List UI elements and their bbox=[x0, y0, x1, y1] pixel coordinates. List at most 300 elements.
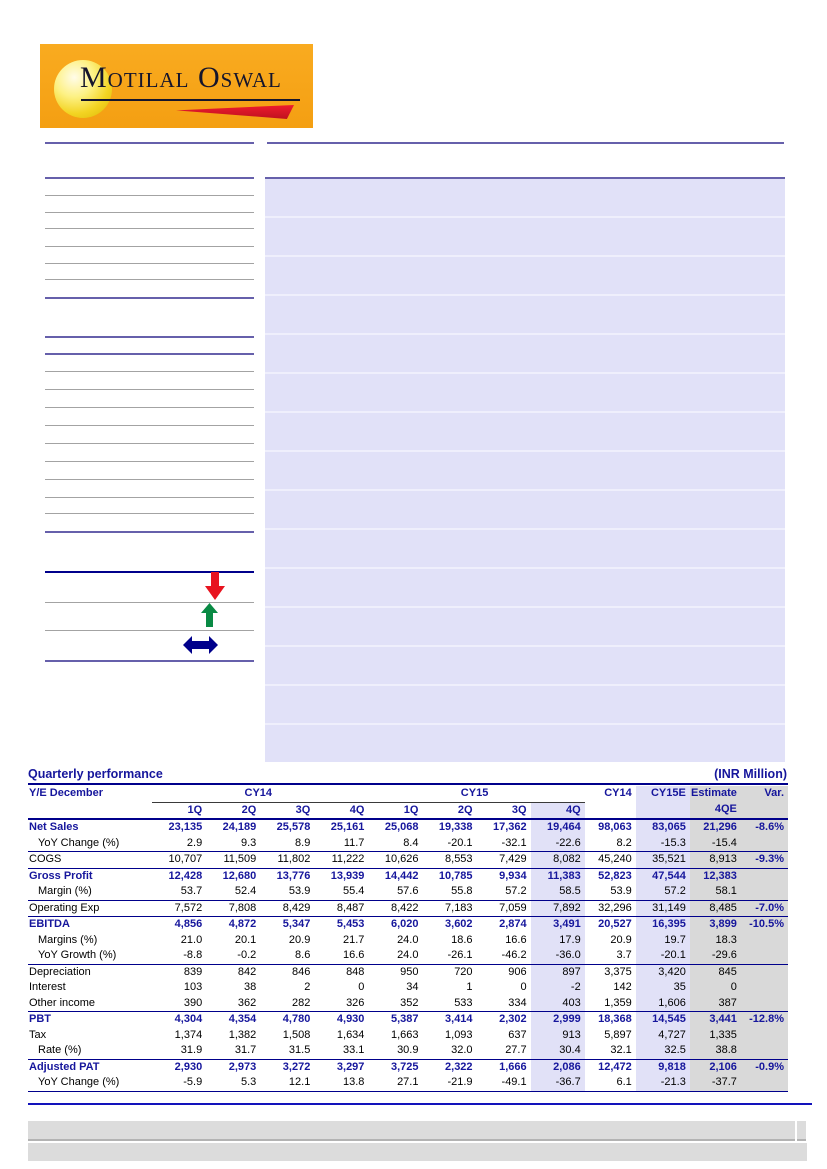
table-cell: 52,823 bbox=[598, 869, 632, 882]
table-cell: 4,354 bbox=[228, 1013, 257, 1025]
table-row bbox=[28, 933, 788, 949]
table-cell: 846 bbox=[291, 965, 311, 978]
table-cell: 5,387 bbox=[390, 1013, 419, 1025]
table-cell: 8.6 bbox=[260, 948, 314, 964]
table-cell: 34 bbox=[406, 981, 419, 993]
scrollbar-track-end[interactable] bbox=[797, 1121, 806, 1141]
table-cell: 58.1 bbox=[690, 884, 741, 900]
table-cell: 0 bbox=[690, 980, 741, 996]
table-cell: 12,428 bbox=[168, 869, 203, 882]
table-row bbox=[28, 1075, 788, 1091]
table-row bbox=[28, 852, 788, 869]
table-cell: 24.0 bbox=[397, 933, 419, 946]
table-cell: -32.1 bbox=[477, 836, 531, 852]
table-cell: 24.0 bbox=[368, 948, 422, 964]
row-label: EBITDA bbox=[29, 918, 70, 930]
table-cell: 2,930 bbox=[174, 1060, 203, 1073]
table-cell: 25,578 bbox=[276, 821, 311, 833]
table-cell: 35 bbox=[636, 980, 690, 996]
table-cell: -29.6 bbox=[690, 948, 741, 964]
placeholder-rule bbox=[45, 228, 254, 229]
table-cell: 848 bbox=[346, 965, 365, 978]
table-cell: 8,913 bbox=[690, 852, 741, 869]
table-cell: 1,374 bbox=[174, 1028, 203, 1041]
table-cell: 2,106 bbox=[690, 1059, 741, 1075]
table-cell: 35,521 bbox=[636, 852, 690, 869]
table-cell: -15.4 bbox=[690, 836, 741, 852]
table-row bbox=[28, 1043, 788, 1059]
table-cell: 31,149 bbox=[636, 900, 690, 917]
row-label: Depreciation bbox=[29, 965, 91, 978]
table-cell: 0 bbox=[520, 981, 527, 993]
table-cell: 9,818 bbox=[636, 1059, 690, 1075]
table-cell: 1,666 bbox=[499, 1060, 527, 1073]
table-cell: 3,272 bbox=[282, 1060, 311, 1073]
row-label: Margin (%) bbox=[28, 884, 152, 900]
table-cell: 13.8 bbox=[314, 1075, 368, 1091]
table-cell: 32.5 bbox=[636, 1043, 690, 1059]
table-cell: -10.5% bbox=[741, 917, 788, 933]
brand-name: Motilal Oswal bbox=[80, 61, 282, 94]
table-cell: 1,359 bbox=[585, 996, 636, 1012]
table-cell: -2 bbox=[531, 980, 585, 996]
col-header-var: Var. bbox=[741, 786, 788, 802]
table-cell: 20.9 bbox=[610, 933, 632, 946]
table-cell: 8.9 bbox=[260, 836, 314, 852]
table-cell: 7,572 bbox=[152, 900, 206, 917]
table-cell: 14,545 bbox=[636, 1012, 690, 1028]
table-cell: 20,527 bbox=[598, 918, 632, 930]
table-cell: 12,383 bbox=[690, 868, 741, 884]
table-cell: 390 bbox=[152, 996, 206, 1012]
table-row bbox=[28, 1012, 788, 1028]
table-cell: -8.6% bbox=[741, 819, 788, 836]
content-top-rule bbox=[267, 142, 784, 144]
table-cell: 32.0 bbox=[422, 1043, 476, 1059]
table-cell: 3,414 bbox=[445, 1013, 473, 1025]
table-cell: 1,663 bbox=[390, 1028, 419, 1041]
table-cell: 10,707 bbox=[152, 852, 206, 869]
table-cell: 3,441 bbox=[690, 1012, 741, 1028]
table-cell: 5,453 bbox=[336, 918, 365, 930]
placeholder-rule bbox=[45, 353, 254, 355]
row-label: Other income bbox=[28, 996, 152, 1012]
placeholder-rule bbox=[45, 461, 254, 462]
table-cell: 2 bbox=[304, 981, 311, 993]
table-row bbox=[28, 1028, 788, 1044]
table-row bbox=[28, 996, 788, 1012]
table-header-row bbox=[28, 786, 788, 802]
table-row bbox=[28, 819, 788, 836]
table-cell: 18,368 bbox=[598, 1013, 632, 1025]
table-cell: 18.3 bbox=[690, 933, 741, 949]
table-cell: 16.6 bbox=[314, 948, 368, 964]
row-label: Tax bbox=[29, 1028, 47, 1041]
table-cell: -0.2 bbox=[206, 948, 260, 964]
table-cell: 6,020 bbox=[390, 918, 419, 930]
table-cell: 8,487 bbox=[314, 900, 368, 917]
table-cell bbox=[741, 948, 788, 964]
table-cell: 4,727 bbox=[636, 1028, 690, 1044]
horizontal-scrollbar[interactable] bbox=[28, 1121, 795, 1141]
table-cell: 7,808 bbox=[206, 900, 260, 917]
placeholder-rule bbox=[45, 389, 254, 390]
table-cell: -20.1 bbox=[422, 836, 476, 852]
table-cell: -37.7 bbox=[690, 1075, 741, 1091]
table-cell: 30.4 bbox=[531, 1043, 585, 1059]
table-cell: -20.1 bbox=[636, 948, 690, 964]
table-cell: 8,422 bbox=[368, 900, 422, 917]
logo-red-swoosh-icon bbox=[176, 105, 294, 119]
table-cell: 950 bbox=[400, 965, 419, 978]
table-cell: 19,338 bbox=[438, 821, 473, 833]
table-cell: 8,082 bbox=[531, 852, 585, 869]
table-cell: 11,802 bbox=[260, 852, 314, 869]
table-cell: 25,068 bbox=[384, 821, 419, 833]
table-cell: 10,785 bbox=[438, 869, 473, 882]
down-arrow-icon bbox=[205, 572, 225, 600]
placeholder-rule bbox=[45, 212, 254, 213]
row-label: YoY Growth (%) bbox=[28, 948, 152, 964]
table-cell: 19.7 bbox=[636, 933, 690, 949]
group-header-cy15: CY15 bbox=[368, 786, 584, 802]
table-cell: -46.2 bbox=[477, 948, 531, 964]
quarter-header: 1Q bbox=[152, 802, 206, 819]
table-cell bbox=[741, 1043, 788, 1059]
table-cell: 21.7 bbox=[343, 933, 365, 946]
table-cell: 31.5 bbox=[260, 1043, 314, 1059]
table-cell: 38 bbox=[244, 981, 257, 993]
table-cell bbox=[741, 836, 788, 852]
empty-cell bbox=[636, 802, 690, 819]
table-cell: 3.7 bbox=[585, 948, 636, 964]
placeholder-rule bbox=[45, 497, 254, 498]
empty-cell bbox=[585, 802, 636, 819]
table-row bbox=[28, 917, 788, 933]
table-subheader-row bbox=[28, 802, 788, 819]
table-cell: 14,442 bbox=[384, 869, 419, 882]
table-cell: 11,383 bbox=[531, 868, 585, 884]
table-cell: 6.1 bbox=[585, 1075, 636, 1091]
table-cell: 1,606 bbox=[636, 996, 690, 1012]
table-cell: 7,892 bbox=[531, 900, 585, 917]
table-cell: 12.1 bbox=[260, 1075, 314, 1091]
table-cell: 31.7 bbox=[206, 1043, 260, 1059]
table-cell: 103 bbox=[183, 981, 203, 993]
title-rule bbox=[28, 783, 788, 785]
placeholder-rule bbox=[45, 371, 254, 372]
table-cell: 7,059 bbox=[477, 900, 531, 917]
table-cell: -22.6 bbox=[531, 836, 585, 852]
table-cell: 906 bbox=[508, 965, 527, 978]
quarter-header: 2Q bbox=[206, 802, 260, 819]
row-label: Operating Exp bbox=[28, 900, 152, 917]
table-cell: 3,297 bbox=[336, 1060, 365, 1073]
placeholder-rule bbox=[45, 443, 254, 444]
placeholder-rule bbox=[45, 602, 254, 603]
table-cell: 897 bbox=[531, 964, 585, 980]
placeholder-rule bbox=[45, 660, 254, 662]
row-label: Rate (%) bbox=[28, 1043, 152, 1059]
quarter-header: 2Q bbox=[422, 802, 476, 819]
table-cell: 282 bbox=[260, 996, 314, 1012]
placeholder-rule bbox=[45, 630, 254, 631]
table-cell: 8.2 bbox=[585, 836, 636, 852]
table-cell: 20.1 bbox=[234, 933, 257, 946]
table-cell: 8.4 bbox=[368, 836, 422, 852]
content-placeholder-box bbox=[265, 177, 785, 762]
table-cell: 533 bbox=[422, 996, 476, 1012]
table-cell: 5.3 bbox=[206, 1075, 260, 1091]
table-cell: 2,874 bbox=[499, 918, 527, 930]
table-cell: 3,602 bbox=[445, 918, 473, 930]
table-cell: 18.6 bbox=[451, 933, 473, 946]
table-cell: 1 bbox=[466, 981, 473, 993]
table-cell: 24,189 bbox=[222, 821, 257, 833]
table-cell: 20.9 bbox=[288, 933, 311, 946]
table-cell: 27.1 bbox=[368, 1075, 422, 1091]
placeholder-rule bbox=[45, 479, 254, 480]
placeholder-rule bbox=[45, 336, 254, 338]
table-row bbox=[28, 868, 788, 884]
table-cell bbox=[741, 996, 788, 1012]
table-cell: -36.7 bbox=[531, 1075, 585, 1091]
table-cell: 31.9 bbox=[152, 1043, 206, 1059]
table-cell: -15.3 bbox=[636, 836, 690, 852]
table-cell: 55.8 bbox=[422, 884, 476, 900]
table-row bbox=[28, 980, 788, 996]
table-cell: 32.1 bbox=[585, 1043, 636, 1059]
placeholder-rule bbox=[45, 195, 254, 196]
table-cell bbox=[741, 1028, 788, 1044]
placeholder-rule bbox=[45, 279, 254, 280]
row-label: Net Sales bbox=[29, 821, 79, 833]
table-cell: 16.6 bbox=[505, 933, 527, 946]
table-cell: -8.8 bbox=[152, 948, 206, 964]
quarter-header: 4Q bbox=[531, 802, 585, 819]
table-cell: -12.8% bbox=[741, 1012, 788, 1028]
table-cell: 53.9 bbox=[585, 884, 636, 900]
table-cell: 33.1 bbox=[314, 1043, 368, 1059]
quarter-header: 4Q bbox=[314, 802, 368, 819]
row-label: YoY Change (%) bbox=[28, 836, 152, 852]
table-cell: 83,065 bbox=[636, 819, 690, 836]
table-cell: 2,302 bbox=[499, 1013, 527, 1025]
table-cell: 13,939 bbox=[330, 869, 365, 882]
row-label: YoY Change (%) bbox=[28, 1075, 152, 1091]
group-header-cy14: CY14 bbox=[152, 786, 368, 802]
table-cell: 1,508 bbox=[282, 1028, 311, 1041]
table-cell: 25,161 bbox=[330, 821, 365, 833]
placeholder-rule bbox=[45, 263, 254, 264]
table-cell: 21.0 bbox=[180, 933, 203, 946]
table-cell: 30.9 bbox=[368, 1043, 422, 1059]
placeholder-rule bbox=[45, 297, 254, 299]
table-cell: -9.3% bbox=[741, 852, 788, 869]
table-cell: 1,335 bbox=[690, 1028, 741, 1044]
table-cell: 845 bbox=[690, 964, 741, 980]
table-row bbox=[28, 884, 788, 900]
table-cell: 98,063 bbox=[598, 821, 632, 833]
table-cell: 352 bbox=[368, 996, 422, 1012]
table-cell: 326 bbox=[314, 996, 368, 1012]
table-cell: 17,362 bbox=[492, 821, 527, 833]
placeholder-rule bbox=[45, 177, 254, 179]
table-cell: 45,240 bbox=[585, 852, 636, 869]
table-cell: 57.2 bbox=[636, 884, 690, 900]
table-cell: 8,429 bbox=[260, 900, 314, 917]
table-cell: 4,872 bbox=[228, 918, 257, 930]
table-cell: 2,973 bbox=[228, 1060, 257, 1073]
row-label: COGS bbox=[28, 852, 152, 869]
table-row bbox=[28, 1059, 788, 1075]
table-cell: 3,420 bbox=[636, 964, 690, 980]
table-cell: 1,382 bbox=[228, 1028, 257, 1041]
table-cell: 3,725 bbox=[390, 1060, 419, 1073]
placeholder-rule bbox=[45, 142, 254, 144]
row-label: PBT bbox=[29, 1013, 51, 1025]
table-cell: 3,491 bbox=[531, 917, 585, 933]
table-cell: -21.9 bbox=[422, 1075, 476, 1091]
table-cell: -7.0% bbox=[741, 900, 788, 917]
table-cell: -21.3 bbox=[636, 1075, 690, 1091]
table-cell: 9,934 bbox=[499, 869, 527, 882]
table-cell: 11,222 bbox=[314, 852, 368, 869]
row-label: Adjusted PAT bbox=[29, 1060, 100, 1073]
table-cell: 52.4 bbox=[206, 884, 260, 900]
empty-cell bbox=[28, 802, 152, 819]
placeholder-rule bbox=[45, 425, 254, 426]
table-cell: 4,780 bbox=[282, 1013, 311, 1025]
table-cell: 1,634 bbox=[336, 1028, 365, 1041]
placeholder-rule bbox=[45, 407, 254, 408]
placeholder-rule bbox=[45, 531, 254, 533]
table-cell: 17.9 bbox=[531, 933, 585, 949]
motilal-oswal-logo bbox=[40, 44, 313, 128]
table-title: Quarterly performance bbox=[28, 767, 163, 781]
up-arrow-icon bbox=[201, 603, 218, 627]
table-cell: -5.9 bbox=[152, 1075, 206, 1091]
table-cell: 4,856 bbox=[174, 918, 203, 930]
table-row bbox=[28, 836, 788, 852]
table-cell bbox=[741, 868, 788, 884]
row-label: Gross Profit bbox=[29, 869, 93, 882]
table-cell: 8,485 bbox=[690, 900, 741, 917]
table-row bbox=[28, 948, 788, 964]
table-cell: 57.2 bbox=[477, 884, 531, 900]
table-cell: 842 bbox=[237, 965, 257, 978]
table-cell: 362 bbox=[206, 996, 260, 1012]
footer-bar bbox=[28, 1143, 807, 1161]
table-cell bbox=[741, 1075, 788, 1091]
row-label: Margins (%) bbox=[38, 933, 98, 946]
table-cell: 16,395 bbox=[636, 917, 690, 933]
table-cell: 4,304 bbox=[174, 1013, 203, 1025]
logo-underline bbox=[81, 99, 300, 101]
table-cell: 21,296 bbox=[690, 819, 741, 836]
table-cell: 720 bbox=[454, 965, 473, 978]
ye-december-label: Y/E December bbox=[29, 787, 103, 800]
row-label: Interest bbox=[29, 981, 66, 993]
table-cell: -0.9% bbox=[741, 1059, 788, 1075]
table-cell: 55.4 bbox=[314, 884, 368, 900]
table-cell: 7,429 bbox=[477, 852, 531, 869]
table-cell: 13,776 bbox=[276, 869, 311, 882]
table-row bbox=[28, 900, 788, 917]
empty-cell bbox=[741, 802, 788, 819]
table-cell: 53.9 bbox=[260, 884, 314, 900]
table-cell: 2,999 bbox=[531, 1012, 585, 1028]
placeholder-rule bbox=[45, 513, 254, 514]
quarter-header: 3Q bbox=[260, 802, 314, 819]
table-cell: 637 bbox=[508, 1028, 527, 1041]
quarter-header: 1Q bbox=[368, 802, 422, 819]
table-cell: 403 bbox=[531, 996, 585, 1012]
col-header-cy14: CY14 bbox=[604, 787, 632, 800]
subheader-4qe: 4QE bbox=[690, 802, 741, 819]
table-cell: 913 bbox=[531, 1028, 585, 1044]
table-cell: 5,897 bbox=[604, 1028, 632, 1041]
table-cell: 2.9 bbox=[152, 836, 206, 852]
table-cell: 3,899 bbox=[690, 917, 741, 933]
table-cell: 4,930 bbox=[336, 1013, 365, 1025]
table-cell: 12,680 bbox=[222, 869, 257, 882]
table-cell bbox=[741, 964, 788, 980]
table-cell: 3,375 bbox=[604, 965, 632, 978]
table-cell: 1,093 bbox=[445, 1028, 473, 1041]
table-cell: 0 bbox=[358, 981, 365, 993]
table-cell: 47,544 bbox=[636, 868, 690, 884]
quarter-header: 3Q bbox=[477, 802, 531, 819]
placeholder-rule bbox=[45, 246, 254, 247]
table-cell: 27.7 bbox=[477, 1043, 531, 1059]
table-cell: 11.7 bbox=[314, 836, 368, 852]
table-cell: 58.5 bbox=[531, 884, 585, 900]
table-cell: 387 bbox=[690, 996, 741, 1012]
table-cell: 839 bbox=[183, 965, 203, 978]
table-cell bbox=[741, 980, 788, 996]
table-cell: 10,626 bbox=[368, 852, 422, 869]
table-cell: 2,086 bbox=[531, 1059, 585, 1075]
table-cell: -26.1 bbox=[422, 948, 476, 964]
table-cell: 23,135 bbox=[168, 821, 203, 833]
table-cell: 142 bbox=[613, 981, 632, 993]
table-cell: 8,553 bbox=[422, 852, 476, 869]
table-cell: -36.0 bbox=[531, 948, 585, 964]
quarterly-performance-table bbox=[28, 786, 788, 1092]
table-unit-label: (INR Million) bbox=[714, 767, 787, 781]
table-cell: 2,322 bbox=[445, 1060, 473, 1073]
table-cell: 12,472 bbox=[598, 1060, 632, 1073]
col-header-cy15e: CY15E bbox=[636, 786, 690, 802]
table-cell bbox=[741, 884, 788, 900]
table-cell bbox=[741, 933, 788, 949]
table-cell: 11,509 bbox=[206, 852, 260, 869]
table-cell: 53.7 bbox=[152, 884, 206, 900]
table-cell: 32,296 bbox=[585, 900, 636, 917]
section-bottom-rule bbox=[28, 1103, 812, 1105]
table-cell: 19,464 bbox=[531, 819, 585, 836]
table-cell: 38.8 bbox=[690, 1043, 741, 1059]
table-cell: 7,183 bbox=[422, 900, 476, 917]
table-cell: -49.1 bbox=[477, 1075, 531, 1091]
table-cell: 9.3 bbox=[206, 836, 260, 852]
table-cell: 5,347 bbox=[282, 918, 311, 930]
col-header-estimate: Estimate bbox=[690, 786, 741, 802]
left-right-arrow-icon bbox=[183, 636, 218, 654]
table-row bbox=[28, 964, 788, 980]
table-cell: 57.6 bbox=[368, 884, 422, 900]
